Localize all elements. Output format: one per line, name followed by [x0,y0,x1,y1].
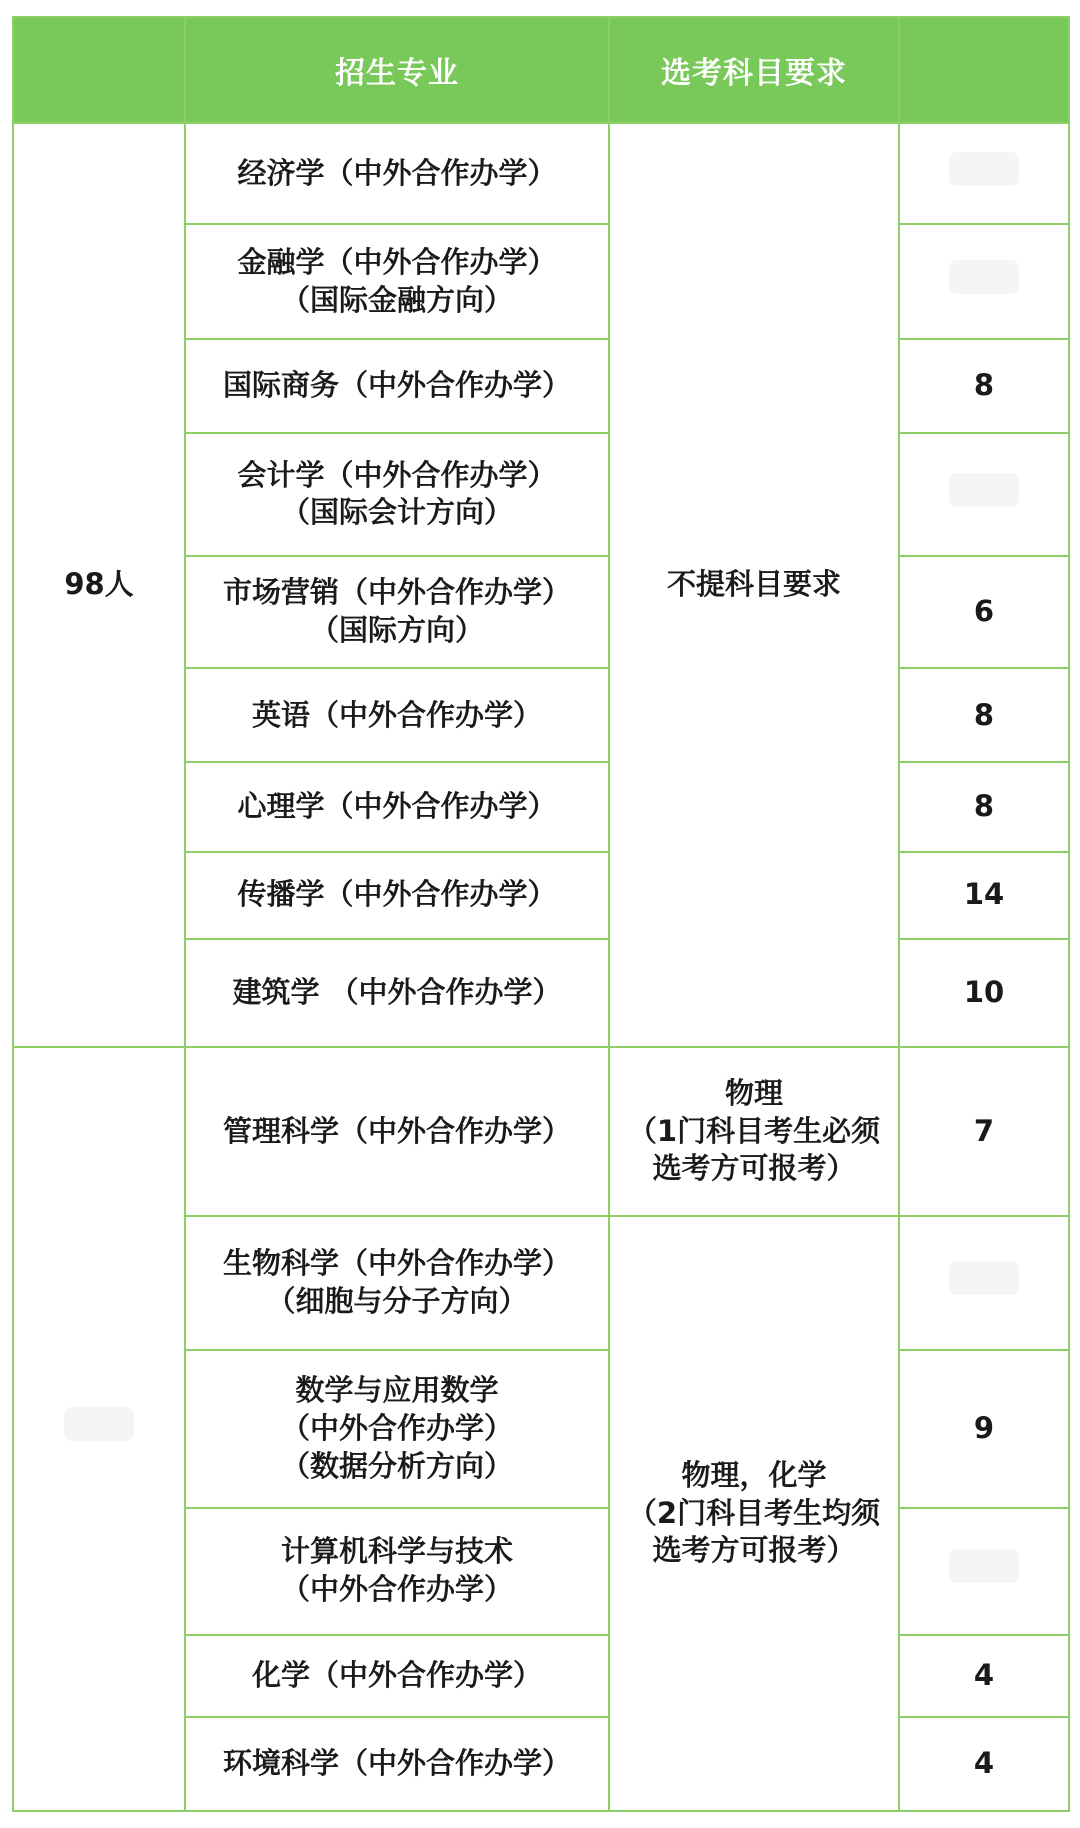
header-requirement-cell: 选考科目要求 [609,17,899,123]
major-cell [185,224,609,339]
quota-cell [899,1216,1069,1350]
table-row [13,123,1069,224]
group-total-cell [13,1047,185,1811]
major-cell [185,852,609,939]
header-group-cell [13,17,185,123]
major-name-line: 金融学（中外合作办学） [237,244,557,279]
major-cell [185,762,609,851]
requirement-cell: 不提科目要求 [609,123,899,1047]
admissions-table [12,16,1070,1812]
table-row [13,1047,1069,1216]
requirement-line: 物理 [724,1075,783,1110]
major-name-line: 传播学（中外合作办学） [237,877,557,912]
quota-cell [899,224,1069,339]
major-cell [185,556,609,669]
quota-cell [899,668,1069,762]
major-name-line: 数学与应用数学 [295,1373,499,1408]
major-name-line: 计算机科学与技术 [280,1534,513,1569]
quota-value: 14 [963,877,1005,912]
quota-cell [899,852,1069,939]
major-name-line: 国际商务（中外合作办学） [222,368,571,403]
major-name-line: 建筑学 （中外合作办学） [232,974,562,1009]
header-quota-cell [899,17,1069,123]
major-name-line: （中外合作办学） [280,1572,513,1607]
quota-cell [899,1508,1069,1635]
major-name-line: 市场营销（中外合作办学） [222,575,571,610]
major-cell [185,1047,609,1216]
quota-value [949,152,1019,186]
quota-value [949,1549,1019,1583]
major-cell [185,1350,609,1508]
quota-value: 6 [973,594,995,629]
major-cell [185,433,609,555]
quota-cell [899,339,1069,433]
quota-cell [899,1047,1069,1216]
major-name-line: 英语（中外合作办学） [251,697,542,732]
major-cell [185,1635,609,1717]
major-name-line: （数据分析方向） [280,1448,513,1483]
major-cell [185,939,609,1047]
quota-value [949,260,1019,294]
quota-cell [899,762,1069,851]
major-name-line: 经济学（中外合作办学） [237,155,557,190]
major-name-line: 环境科学（中外合作办学） [222,1746,571,1781]
quota-value: 4 [973,1657,995,1692]
major-name-line: 管理科学（中外合作办学） [222,1113,571,1148]
major-name-line: （国际金融方向） [280,282,513,317]
blurred-total [64,1407,134,1441]
requirement-line: （1门科目考生必须 [627,1113,881,1148]
quota-cell [899,939,1069,1047]
quota-value: 7 [973,1113,995,1148]
requirement-line: 选考方可报考） [652,1533,856,1568]
quota-cell [899,1350,1069,1508]
requirement-line: 选考方可报考） [652,1151,856,1186]
requirement-cell-physics-chemistry [609,1216,899,1811]
requirement-cell-physics [609,1047,899,1216]
header-major-cell: 招生专业 [185,17,609,123]
major-cell [185,1216,609,1350]
major-name-line: （国际会计方向） [280,495,513,530]
header-row [13,17,1069,123]
major-name-line: （细胞与分子方向） [266,1284,528,1319]
quota-cell [899,1717,1069,1811]
quota-cell [899,433,1069,555]
major-cell [185,668,609,762]
quota-value: 8 [973,697,995,732]
major-name-line: 心理学（中外合作办学） [237,789,557,824]
major-cell [185,1717,609,1811]
requirement-line: （2门科目考生均须 [627,1495,881,1530]
major-name-line: 生物科学（中外合作办学） [222,1246,571,1281]
quota-cell [899,556,1069,669]
major-name-line: （中外合作办学） [280,1411,513,1446]
major-cell [185,339,609,433]
requirement-line: 物理，化学 [681,1458,827,1493]
major-name-line: （国际方向） [309,612,484,647]
quota-cell [899,1635,1069,1717]
quota-value [949,1261,1019,1295]
major-name-line: 化学（中外合作办学） [251,1657,542,1692]
quota-value: 8 [973,368,995,403]
major-cell [185,1508,609,1635]
quota-value: 9 [973,1411,995,1446]
group-total-cell: 98人 [13,123,185,1047]
quota-value: 8 [973,789,995,824]
quota-value [949,473,1019,507]
admissions-table-container [12,16,1068,1812]
major-cell [185,123,609,224]
quota-cell [899,123,1069,224]
quota-value: 10 [963,974,1005,1009]
major-name-line: 会计学（中外合作办学） [237,457,557,492]
quota-value: 4 [973,1746,995,1781]
